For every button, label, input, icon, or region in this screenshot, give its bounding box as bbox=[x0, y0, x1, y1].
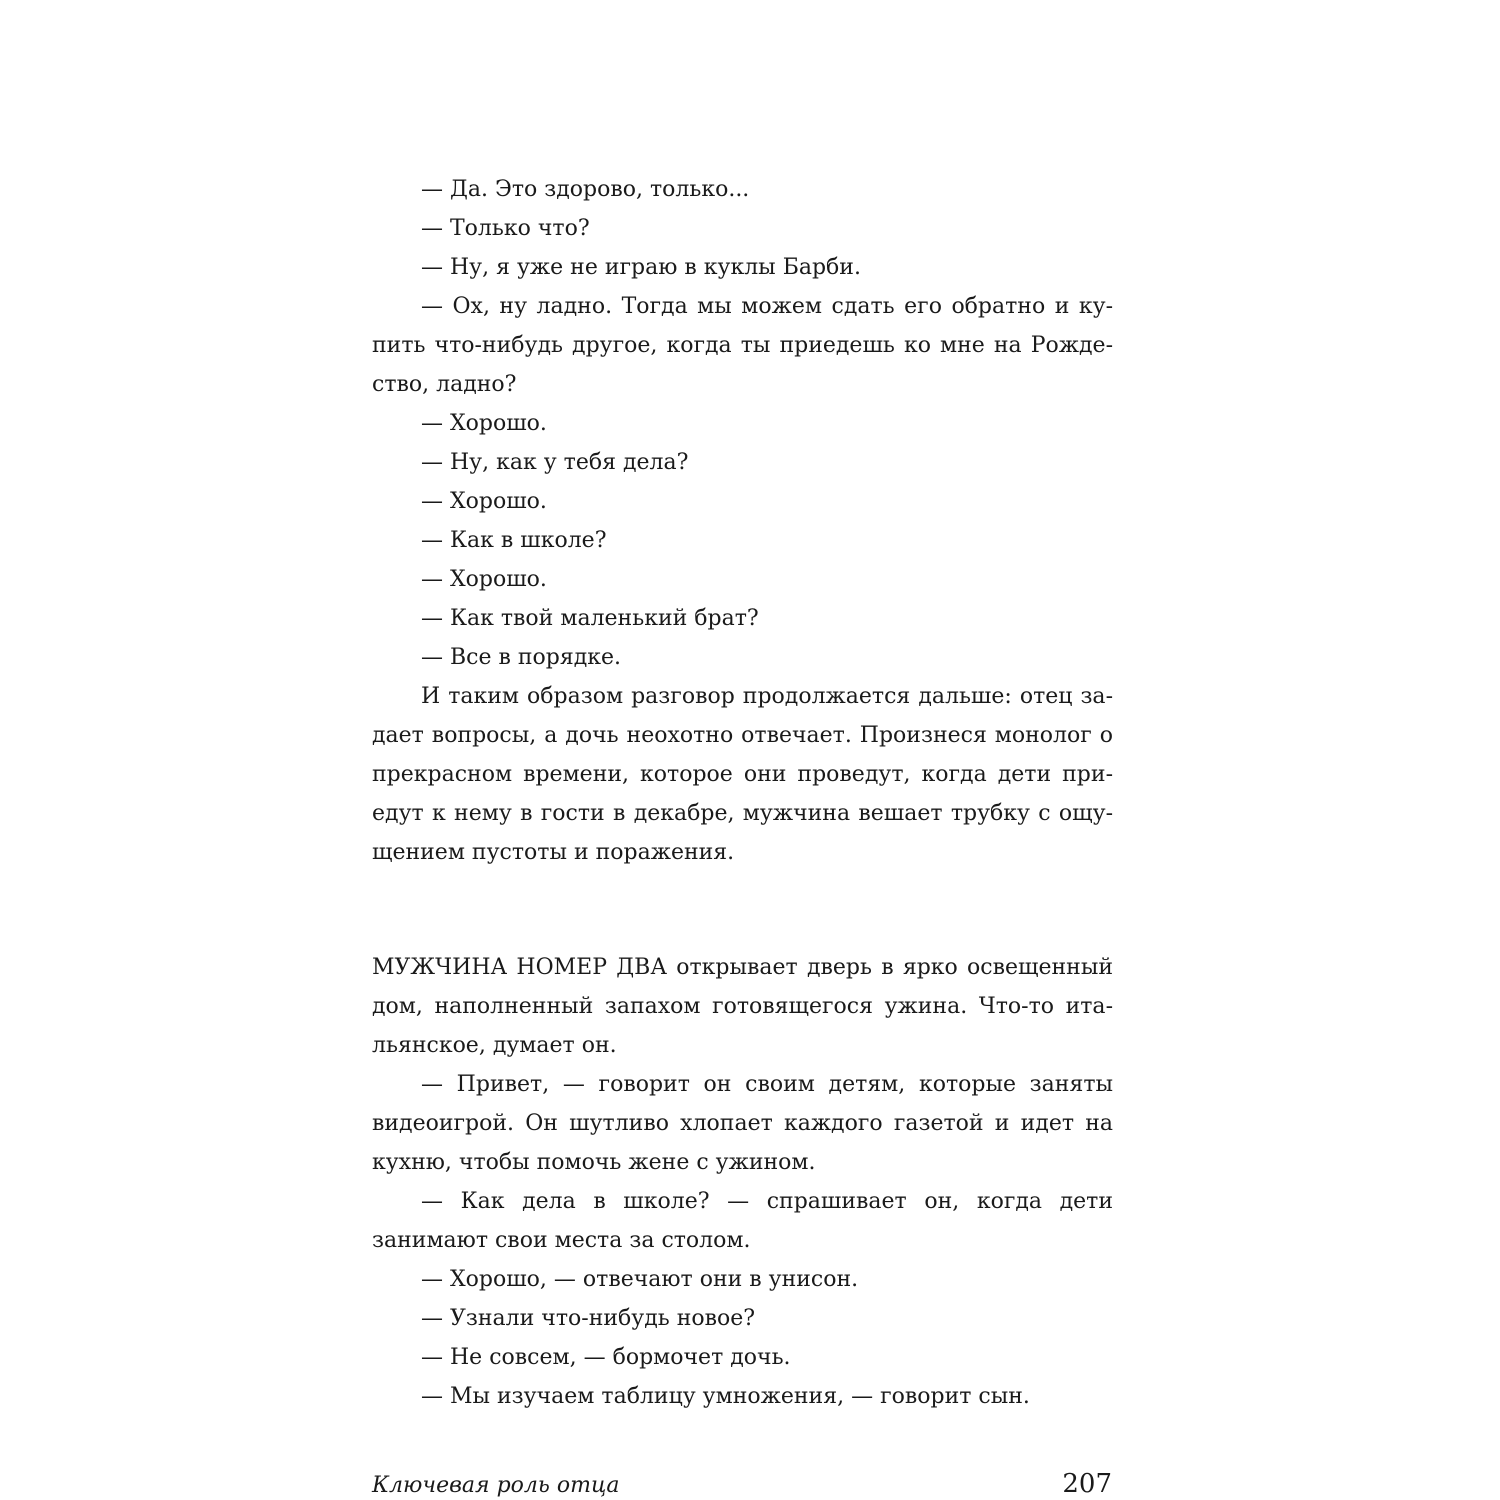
dialogue-line: — Как дела в школе? — спрашивает он, когда дети занимают свои места за столом. bbox=[372, 1189, 1113, 1253]
dialogue-section-1 bbox=[372, 170, 1113, 872]
dialogue-line: — Хорошо. bbox=[421, 411, 547, 436]
dialogue-line: — Хорошо, — отвечают они в унисон. bbox=[421, 1267, 859, 1292]
dialogue-line: — Хорошо. bbox=[421, 567, 547, 592]
dialogue-line: — Все в порядке. bbox=[421, 645, 622, 670]
dialogue-line: — Хорошо. bbox=[421, 489, 547, 514]
narrative-paragraph: И таким образом разговор продолжается дальше: отец задает вопросы, а дочь неохотно отвечает. Произнеся монолог о прекрасном времени, которое они проведут, когда дети приедут к нему в гости в декабре, мужчина вешает трубку с ощущением пустоты и поражения. bbox=[372, 684, 1113, 865]
dialogue-section-2 bbox=[372, 948, 1113, 1416]
dialogue-line: — Только что? bbox=[421, 216, 590, 241]
dialogue-line: — Ну, я уже не играю в куклы Барби. bbox=[421, 255, 861, 280]
page-number: 207 bbox=[1062, 1469, 1112, 1499]
dialogue-line: — Да. Это здорово, только... bbox=[421, 177, 750, 202]
dialogue-line: — Ну, как у тебя дела? bbox=[421, 450, 689, 475]
dialogue-line: — Как твой маленький брат? bbox=[421, 606, 759, 631]
section-lead-paragraph: МУЖЧИНА НОМЕР ДВА открывает дверь в ярко освещенный дом, наполненный запахом готовящегося ужина. Что-то итальянское, думает он. bbox=[372, 955, 1113, 1058]
dialogue-line: — Мы изучаем таблицу умножения, — говорит сын. bbox=[421, 1384, 1030, 1409]
dialogue-line: — Не совсем, — бормочет дочь. bbox=[421, 1345, 791, 1370]
running-title: Ключевая роль отца bbox=[372, 1473, 620, 1498]
dialogue-line: — Как в школе? bbox=[421, 528, 607, 553]
dialogue-line: — Узнали что-нибудь новое? bbox=[421, 1306, 756, 1331]
narrative-paragraph: — Привет, — говорит он своим детям, которые заняты видеоигрой. Он шутливо хлопает каждого газетой и идет на кухню, чтобы помочь жене с ужином. bbox=[372, 1072, 1113, 1175]
dialogue-line: — Ох, ну ладно. Тогда мы можем сдать его обратно и купить что-нибудь другое, когда ты приедешь ко мне на Рождество, ладно? bbox=[372, 294, 1113, 397]
